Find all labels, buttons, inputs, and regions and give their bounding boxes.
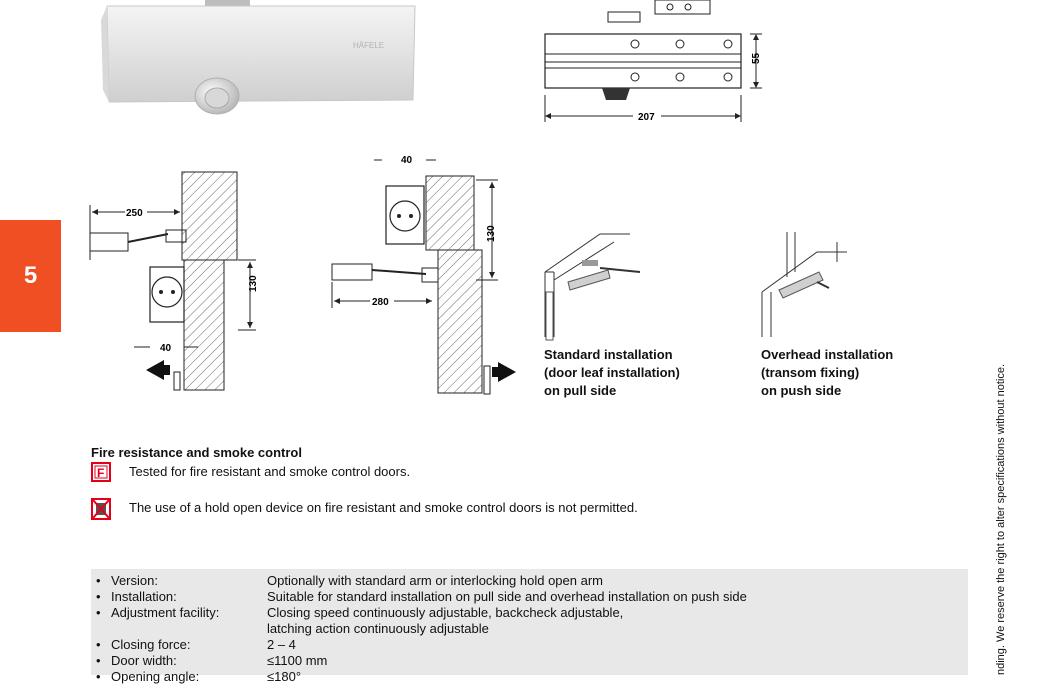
fire-hold-open-text: The use of a hold open device on fire resistant and smoke control doors is not permitted. xyxy=(129,500,638,515)
caption-line: Standard installation xyxy=(544,347,673,362)
spec-value: Suitable for standard installation on pull side and overhead installation on push side xyxy=(267,589,747,604)
spec-value: Optionally with standard arm or interlocking hold open arm xyxy=(267,573,604,588)
door-closer-photo xyxy=(95,0,425,120)
dim-push-height: 130 xyxy=(486,225,497,242)
spec-value: 2 – 4 xyxy=(267,637,296,652)
caption-line: (door leaf installation) xyxy=(544,365,680,380)
spec-label: Version: xyxy=(111,573,158,588)
specifications-table xyxy=(91,569,968,684)
pull-side-drawing xyxy=(88,150,268,395)
dim-top-width: 207 xyxy=(638,112,655,123)
bullet: • xyxy=(96,637,101,652)
dim-pull-offset: 40 xyxy=(160,343,172,354)
dim-push-offset: 40 xyxy=(401,155,413,166)
bullet: • xyxy=(96,605,101,620)
spec-value: ≤180° xyxy=(267,669,302,684)
dim-pull-height: 130 xyxy=(248,275,259,292)
section-tab xyxy=(0,220,61,332)
side-note xyxy=(988,318,1020,675)
spec-value: ≤1100 mm xyxy=(267,653,328,668)
standard-installation-illustration xyxy=(540,232,650,340)
spec-row xyxy=(91,669,968,685)
installation-caption-standard xyxy=(544,346,680,400)
overhead-installation-illustration xyxy=(757,232,857,340)
dim-push-width: 280 xyxy=(372,297,389,308)
caption-line: on pull side xyxy=(544,383,617,398)
side-note-text: nding. We reserve the right to alter specifications without notice. xyxy=(995,363,1007,675)
svg-text:F: F xyxy=(97,466,105,480)
spec-value: Closing speed continuously adjustable, backcheck adjustable, latching action continuously adjustable xyxy=(267,605,624,636)
dim-pull-width: 250 xyxy=(126,208,143,219)
spec-row xyxy=(91,589,968,605)
fire-section-title: Fire resistance and smoke control xyxy=(91,445,302,460)
spec-row xyxy=(91,605,968,637)
arrow-right-icon xyxy=(498,362,516,382)
caption-line: (transom fixing) xyxy=(761,365,860,380)
top-view-drawing xyxy=(540,0,770,125)
bullet: • xyxy=(96,653,101,668)
spec-row xyxy=(91,653,968,669)
caption-line: on push side xyxy=(761,383,842,398)
spec-label: Installation: xyxy=(111,589,177,604)
arrow-left-icon xyxy=(146,360,164,380)
bullet: • xyxy=(96,573,101,588)
brand-mark: HÄFELE xyxy=(353,41,385,50)
dim-top-height: 55 xyxy=(751,52,762,64)
no-hold-open-icon xyxy=(91,498,111,520)
spec-label: Adjustment facility: xyxy=(111,605,220,620)
spec-label: Opening angle: xyxy=(111,669,200,684)
section-number: 5 xyxy=(23,262,38,289)
fire-rated-icon xyxy=(91,462,111,482)
bullet: • xyxy=(96,589,101,604)
push-side-drawing xyxy=(330,150,520,395)
caption-line: Overhead installation xyxy=(761,347,894,362)
spec-label: Door width: xyxy=(111,653,177,668)
fire-tested-text: Tested for fire resistant and smoke control doors. xyxy=(129,464,411,479)
installation-caption-overhead xyxy=(761,346,893,400)
spec-row xyxy=(91,637,968,653)
bullet: • xyxy=(96,669,101,684)
spec-label: Closing force: xyxy=(111,637,191,652)
spec-row xyxy=(91,573,968,589)
